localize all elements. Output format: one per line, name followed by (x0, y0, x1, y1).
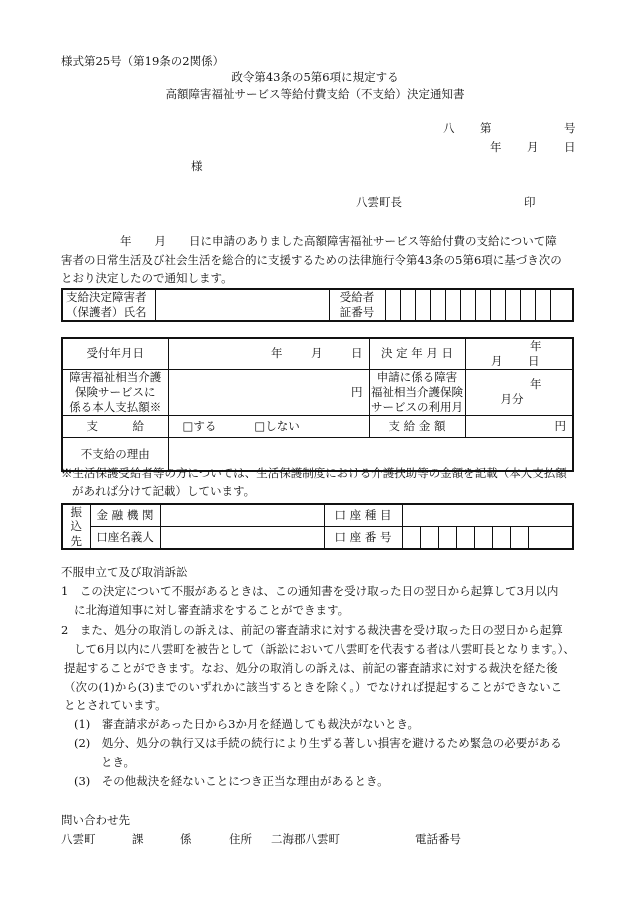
account-type-label: 口 座 種 目 (324, 504, 402, 527)
appeal-p2-line-1: 2 また、処分の取消しの訴えは、前記の審査請求に対する裁決書を受け取った日の翌日から起算 (61, 623, 563, 637)
contact-kakari: 係 (180, 832, 192, 846)
cert-digit[interactable] (385, 289, 400, 321)
note-line-1: ※生活保護受給者等の方については、生活保護制度における介護扶助等の金額を記載（本人支払額 (61, 466, 567, 480)
account-number-label: 口 座 番 号 (324, 527, 402, 550)
title-line-1: 政令第43条の5第6項に規定する (231, 70, 399, 84)
note-line-2: があれば分けて記載）しています。 (72, 484, 256, 498)
cert-digit[interactable] (415, 289, 430, 321)
cert-digit[interactable] (460, 289, 475, 321)
recipient-table (61, 288, 574, 322)
issue-date-month: 月 (527, 140, 539, 154)
bank-transfer-table (61, 503, 574, 550)
intro-line-1: 年 月 日に申請のありました高額障害福祉サービス等給付費の支給について障 (120, 234, 557, 248)
contact-ka: 課 (132, 832, 144, 846)
appeal-item-3: (3) その他裁決を経ないことにつき正当な理由があるとき。 (74, 774, 389, 788)
appeal-p1-line-2: に北海道知事に対し審査請求をすることができます。 (74, 603, 350, 617)
issuer-seal: 印 (524, 195, 536, 209)
receipt-date-value[interactable]: 年 月 日 (168, 338, 369, 369)
appeal-p2-line-2: して6月以内に八雲町を被告として（訴訟において八雲町を代表する者は八雲町長となります。）、 (74, 642, 575, 656)
furikomi-label: 振 込 先 (62, 504, 90, 549)
payment-choice[interactable] (168, 415, 369, 437)
self-payment-value[interactable]: 円 (168, 369, 369, 415)
usage-month-label: 申請に係る障害 福祉相当介護保険 サービスの利用月 (371, 369, 463, 414)
appeal-p2-line-5: ととされています。 (64, 698, 167, 712)
payment-label: 支 給 (62, 415, 168, 437)
intro-line-2: 害者の日常生活及び社会生活を総合的に支援するための法律施行令第43条の5第6項に基づき次の (61, 253, 562, 267)
appeal-item-2-line-2: とき。 (101, 755, 136, 769)
addressee-sama: 様 (191, 159, 203, 173)
contact-address-label: 住所 (229, 832, 252, 846)
cert-digit[interactable] (505, 289, 520, 321)
cert-digit[interactable] (400, 289, 415, 321)
recipient-name-label: 支給決定障害者 （保護者）氏名 (62, 289, 155, 321)
acct-digit[interactable] (456, 527, 474, 550)
acct-digit[interactable] (510, 527, 528, 550)
account-holder-value[interactable] (160, 527, 324, 550)
acct-digit[interactable] (492, 527, 510, 550)
acct-digit[interactable] (438, 527, 456, 550)
payment-do-checkbox[interactable]: □する (182, 418, 217, 433)
cert-digit[interactable] (550, 289, 573, 321)
appeal-p1-line-1: 1 この決定について不服があるときは、この通知書を受け取った日の翌日から起算して3月以内 (61, 584, 559, 598)
form-id: 様式第25号（第19条の2関係） (61, 54, 225, 68)
refusal-reason-label: 不支給の理由 (62, 437, 168, 471)
acct-digit[interactable] (402, 527, 420, 550)
doc-number-go: 号 (564, 121, 576, 135)
receipt-date-label: 受付年月日 (62, 338, 168, 369)
title-line-2: 高額障害福祉サービス等給付費支給（不支給）決定通知書 (165, 87, 465, 101)
cert-digit[interactable] (445, 289, 460, 321)
appeal-p2-line-3: 提起することができます。なお、処分の取消しの訴えは、前記の審査請求に対する裁決を経た後 (64, 661, 558, 675)
appeal-heading: 不服申立て及び取消訴訟 (61, 565, 188, 579)
payment-amount-value[interactable]: 円 (465, 415, 573, 437)
contact-heading: 問い合わせ先 (61, 813, 130, 827)
contact-phone-label: 電話番号 (415, 832, 461, 846)
issuer-name: 八雲町長 (356, 195, 402, 209)
acct-digit[interactable] (528, 527, 573, 550)
decision-table (61, 337, 574, 472)
decision-date-value[interactable]: 年月 日 (465, 338, 573, 369)
doc-number-dai: 第 (480, 121, 492, 135)
issue-date-year: 年 (490, 140, 502, 154)
issue-date-day: 日 (564, 140, 576, 154)
certificate-number-label: 受給者 証番号 (329, 289, 385, 321)
payment-dont-checkbox[interactable]: □しない (254, 418, 300, 433)
bank-name-value[interactable] (160, 504, 324, 527)
account-type-value[interactable] (402, 504, 573, 527)
payment-amount-label: 支 給 金 額 (369, 415, 465, 437)
usage-month-value[interactable]: 年月分 (465, 369, 573, 415)
contact-town: 八雲町 (61, 832, 96, 846)
appeal-item-2-line-1: (2) 処分、処分の執行又は手続の続行により生ずる著しい損害を避けるため緊急の必要がある (74, 736, 562, 750)
recipient-name-value[interactable] (155, 289, 329, 321)
decision-date-label: 決 定 年 月 日 (369, 338, 465, 369)
account-holder-label: 口座名義人 (90, 527, 160, 550)
cert-digit[interactable] (520, 289, 535, 321)
doc-number-prefix: 八 (443, 121, 455, 135)
contact-address: 二海郡八雲町 (271, 832, 340, 846)
acct-digit[interactable] (474, 527, 492, 550)
appeal-item-1: (1) 審査請求があった日から3か月を経過しても裁決がないとき。 (74, 717, 420, 731)
self-payment-label: 障害福祉相当介護 保険サービスに 係る本人支払額※ (62, 369, 168, 415)
acct-digit[interactable] (420, 527, 438, 550)
bank-name-label: 金 融 機 関 (90, 504, 160, 527)
intro-line-3: とおり決定したので通知します。 (61, 271, 233, 285)
cert-digit[interactable] (490, 289, 505, 321)
cert-digit[interactable] (475, 289, 490, 321)
cert-digit[interactable] (430, 289, 445, 321)
cert-digit[interactable] (535, 289, 550, 321)
appeal-p2-line-4: （次の(1)から(3)までのいずれかに該当するときを除く。）でなければ提起することができないこ (64, 680, 563, 694)
